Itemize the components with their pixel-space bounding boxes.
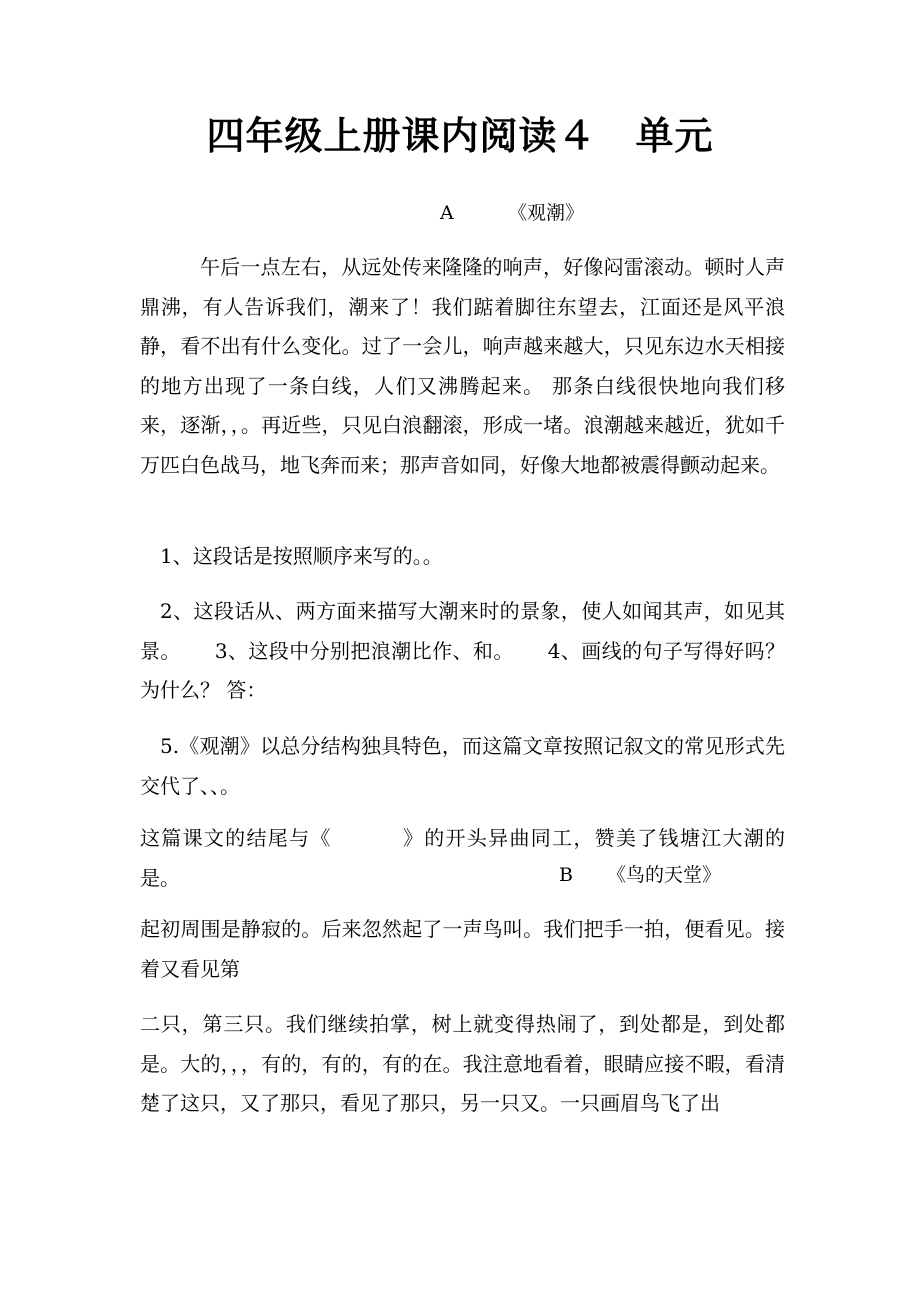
section-b-passage-1: 起初周围是静寂的。后来忽然起了一声鸟叫。我们把手一拍，便看见。接着又看见第 xyxy=(140,917,785,981)
question-2: 2、这段话从、两方面来描写大潮来时的景象，使人如闻其声，如见其景。 xyxy=(140,599,785,663)
section-b-passage-2: 二只，第三只。我们继续拍掌，树上就变得热闹了，到处都是，到处都是。大的，，，有的，有的，有的在。我注意地看着，眼睛应接不暇，看清楚了这只，又了那只，看见了那只，另一只又。一只画眉鸟飞了出 xyxy=(140,1012,785,1115)
question-4: 4、画线的句子写得好吗？为什么？ 答： xyxy=(140,638,785,702)
questions-2-4 xyxy=(140,592,785,711)
section-b-name: 《鸟的天堂》 xyxy=(606,864,721,886)
document-title: 四年级上册课内阅读４ 单元 xyxy=(206,113,714,158)
question-5: 5.《观潮》以总分结构独具特色，而这篇文章按照记叙文的常见形式先交代了、、。 xyxy=(140,734,785,798)
question-1: 1、这段话是按照顺序来写的。。 xyxy=(160,544,443,568)
section-b-label: B xyxy=(559,864,573,886)
question-3: 3、这段中分别把浪潮比作、和。 xyxy=(214,638,514,663)
section-a-passage: 午后一点左右，从远处传来隆隆的响声，好像闷雷滚动。顿时人声鼎沸，有人告诉我们，潮来了！我们踮着脚往东望去，江面还是风平浪静，看不出有什么变化。过了一会儿，响声越来越大，只见东边水天相接的地方出现了一条白线，人们又沸腾起来。 那条白线很快地向我们移来，逐渐，，。再近些，只见白浪翻滚，形成一堵。浪潮越来越近，犹如千万匹白色战马，地飞奔而来；那声音如同，好像大地都被震得颤动起来。 xyxy=(140,255,785,477)
section-a-label: A xyxy=(440,202,454,224)
ending-question-part1: 这篇课文的结尾与《 xyxy=(140,826,332,850)
section-a-name: 《观潮》 xyxy=(508,202,585,224)
ending-question-part2: 》的开头异曲同工，赞美了钱塘江大潮的是。 xyxy=(140,826,786,890)
section-b-heading xyxy=(559,862,721,888)
